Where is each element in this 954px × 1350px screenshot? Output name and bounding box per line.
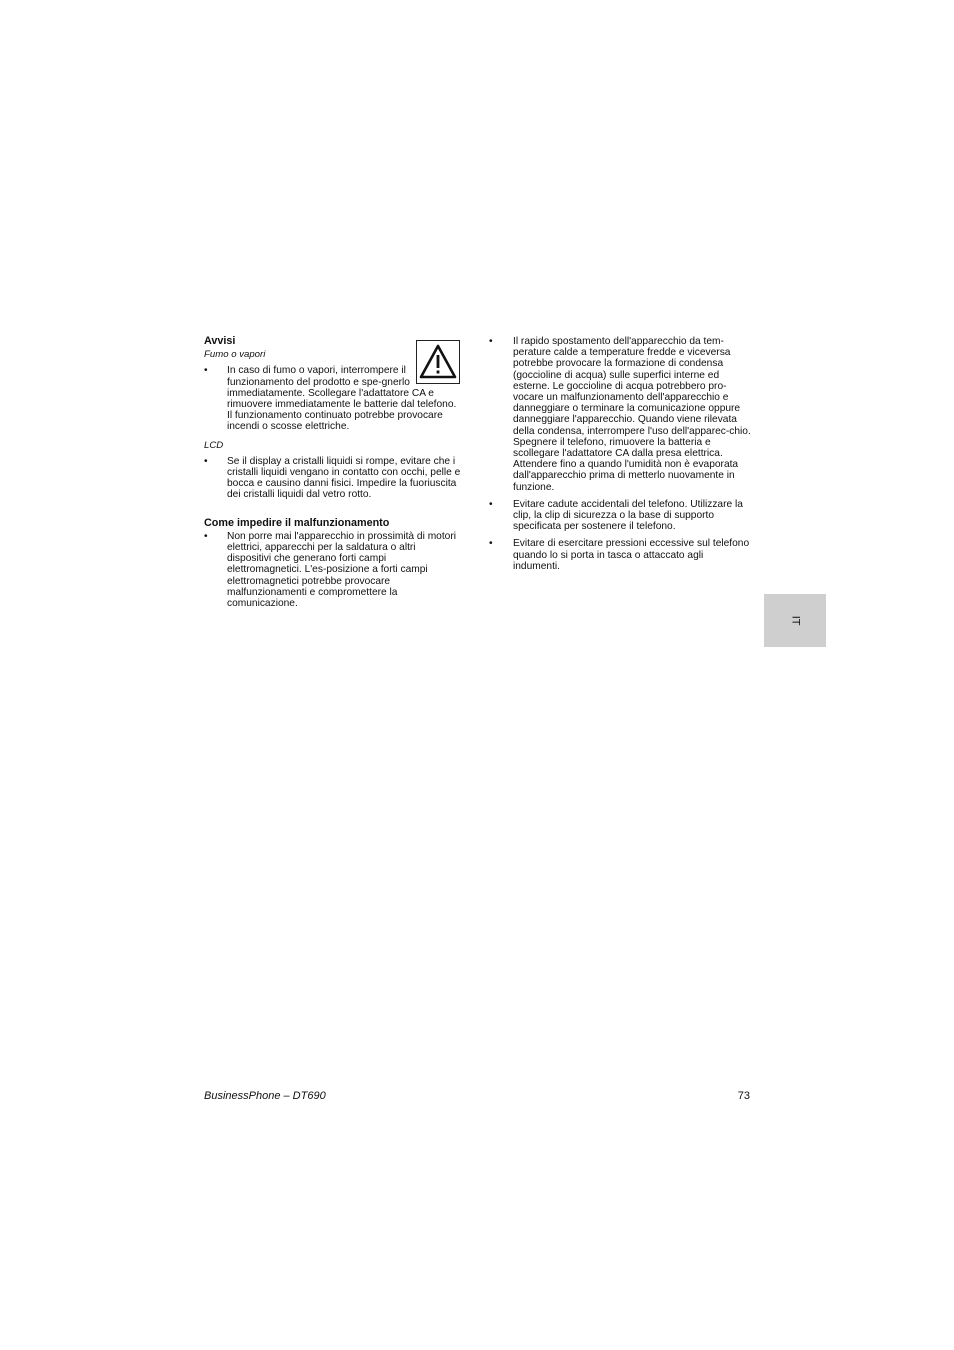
list-item: • Non porre mai l'apparecchio in prossimità di motori elettrici, apparecchi per la saldatura o altri dispositivi che generano forti campi elettromagnetici. L'es-posizione a forti campi elettromagnetici potrebbe provocare malfunzionamenti e compromettere la comunicazione. (204, 531, 462, 609)
footer-title: BusinessPhone – DT690 (204, 1090, 326, 1102)
left-column (204, 336, 462, 616)
list-item: • Evitare di esercitare pressioni eccessive sul telefono quando lo si porta in tasca o attaccato agli indumenti. (489, 538, 751, 572)
page-number: 73 (737, 1090, 750, 1102)
malfunction-list (204, 531, 462, 609)
right-column (489, 336, 751, 578)
right-list (489, 336, 751, 572)
list-item: • Se il display a cristalli liquidi si rompe, evitare che i cristalli liquidi vengano in contatto con occhi, pelle e bocca e causino danni fisici. Impedire la fuoriuscita dei cristalli liquidi dal vetro rotto. (204, 456, 462, 501)
heading-warnings: Avvisi (204, 335, 236, 347)
list-item: • Il rapido spostamento dell'apparecchio da tem-perature calde a temperature fredde e viceversa potrebbe provocare la formazione di condensa (goccioline di acqua) sulle superfici interne ed esterne. Le goccioline di acqua potrebbero pro-vocare un malfunzionamento dell'apparecchio e danneggiare o terminare la comunicazione oppure danneggiare l'apparecchio. Quando viene rilevata della condensa, interrompere l'uso dell'apparec-chio. Spegnere il telefono, rimuovere la batteria e scollegare l'adattatore CA dalla presa elettrica. Attendere fino a quando l'umidità non è evaporata dall'apparecchio prima di metterlo nuovamente in funzione. (489, 336, 751, 493)
list-item: • Evitare cadute accidentali del telefono. Utilizzare la clip, la clip di sicurezza o la base di supporto specificata per sostenere il telefono. (489, 499, 751, 533)
lcd-list (204, 456, 462, 501)
subheading-smoke: Fumo o vapori (204, 349, 266, 361)
heading-malfunction: Come impedire il malfunzionamento (204, 516, 390, 529)
language-tab (764, 594, 826, 647)
smoke-list (204, 365, 462, 432)
list-item: • In caso di fumo o vapori, interrompere il funzionamento del prodotto e spe-gnerlo immediatamente. Scollegare l'adattatore CA e rimuovere immediatamente le batterie dal telefono. Il funzionamento continuato potrebbe provocare incendi o scosse elettriche. (204, 365, 462, 432)
language-tab-label: IT (789, 615, 802, 626)
subheading-lcd: LCD (204, 439, 224, 451)
